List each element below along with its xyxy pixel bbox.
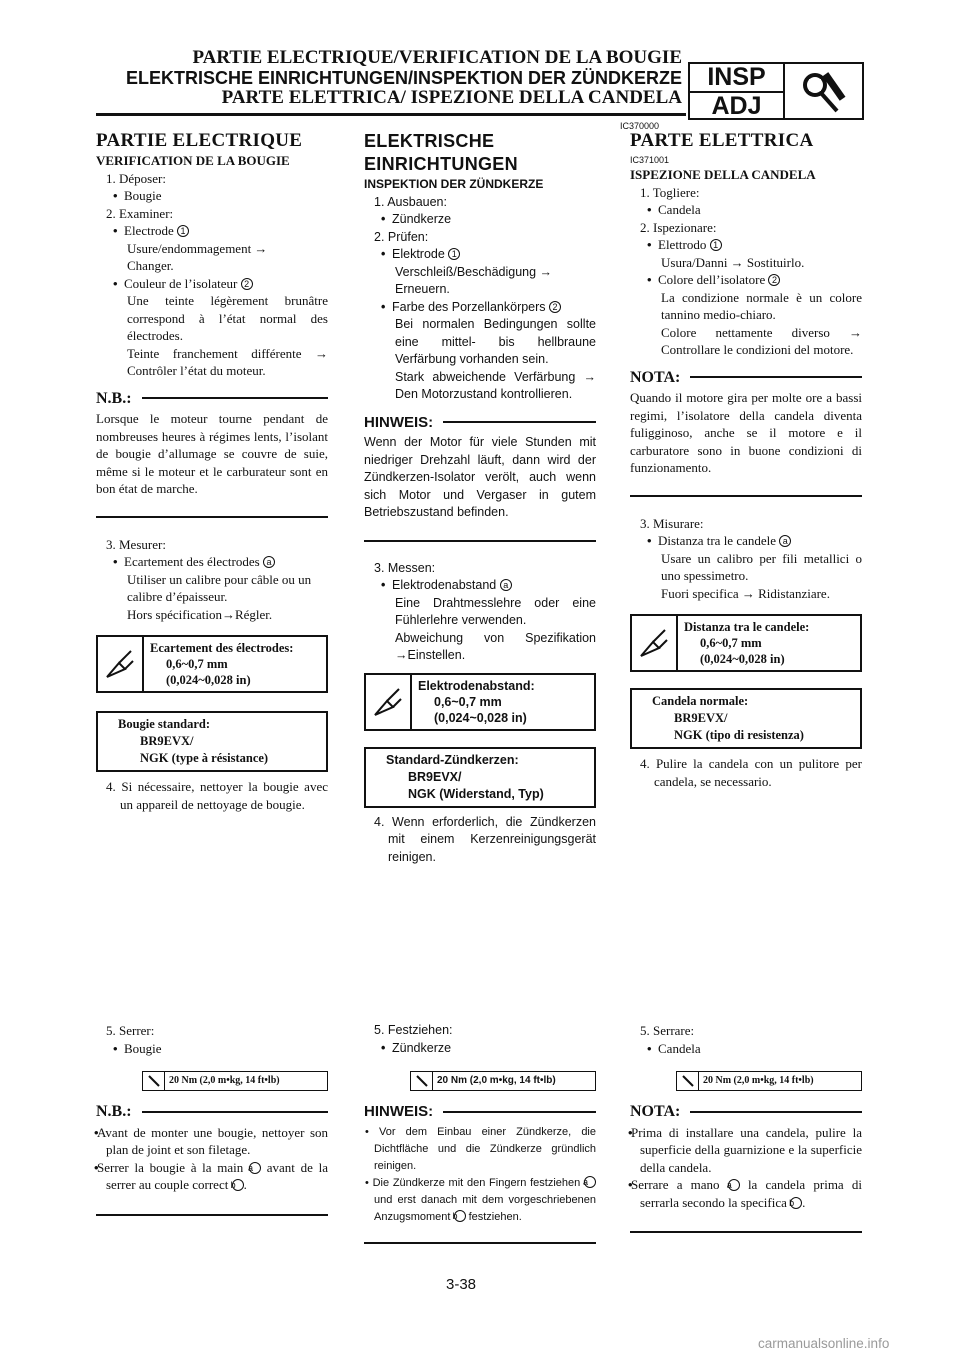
heading-fr: PARTIE ELECTRIQUE	[96, 130, 303, 151]
note-bullet: • Avant de monter une bougie, nettoyer son plan de joint et son filetage.	[96, 1124, 328, 1159]
note-text: Wenn der Motor für viele Stunden mit niedriger Drehzahl läuft, dann wird der Zündkerzen-Isolator verölt, auch wenn sich Motor und Vergaser in gutem Betriebszustand befinden.	[364, 435, 596, 519]
standard-plug-box: Candela normale: BR9EVX/ NGK (tipo di resistenza)	[630, 688, 862, 749]
insp-adj-badge	[688, 62, 864, 120]
step-3: 3. Misurare:	[640, 515, 704, 531]
torque-wrench-icon	[143, 1072, 165, 1090]
heading-de-1: ELEKTRISCHE	[364, 131, 495, 151]
caliper-icon	[632, 616, 678, 670]
text: Utiliser un calibre pour câble ou un calibre d’épaisseur.	[127, 571, 312, 604]
step-2: 2. Examiner:	[106, 205, 174, 221]
header-rule	[96, 113, 686, 116]
wrench-screwdriver-icon	[785, 64, 862, 118]
step-4: 4. Wenn erforderlich, die Zündkerzen mit einem Kerzenreinigungsgerät reinigen.	[374, 814, 596, 864]
bullet: • Candela	[640, 1040, 862, 1058]
note-bullet: • Serrer la bougie à la main a avant de la serrer au couple correct b .	[96, 1159, 328, 1194]
text: Teinte franchement différente → Contrôler l’état du moteur.	[127, 345, 328, 378]
bullet: • Bougie	[106, 1040, 328, 1058]
bullet: • Electrode 1	[106, 222, 328, 240]
text: Usare un calibro per fili metallici o uno spessimetro.	[661, 550, 862, 583]
page-header-titles	[126, 48, 682, 108]
divider	[364, 1242, 596, 1244]
italian-tighten-section	[630, 1022, 862, 1233]
french-tighten-section	[96, 1022, 328, 1216]
bullet: • Elektrodenabstand a	[374, 577, 596, 595]
text: Bei normalen Bedingungen sollte eine mittel- bis hellbraune Verfärbung vorhanden sein.	[395, 317, 596, 366]
torque-box: 20 Nm (2,0 m•kg, 14 ft•lb)	[676, 1071, 862, 1091]
bullet: • Candela	[640, 201, 862, 219]
page-number: 3-38	[446, 1276, 477, 1293]
text: Eine Drahtmesslehre oder eine Fühlerlehre verwenden.	[395, 595, 596, 627]
section-code: IC371001	[630, 155, 670, 165]
note-text: Lorsque le moteur tourne pendant de nombreuses heures à régimes lents, l’isolant de bougie d’allumage se couvre de suie, même si le moteur et le carburateur sont en bon état de marche.	[96, 411, 328, 496]
header-title-it: PARTE ELETTRICA/ ISPEZIONE DELLA CANDELA	[221, 87, 682, 108]
spec-box: Elektrodenabstand: 0,6~0,7 mm (0,024~0,028 in)	[364, 673, 596, 731]
bullet: • Zündkerze	[374, 211, 596, 229]
note-bullet: • Serrare a mano a la candela prima di serrarla secondo la specifica b .	[630, 1176, 862, 1211]
header-title-fr: PARTIE ELECTRIQUE/VERIFICATION DE LA BOUGIE	[192, 47, 682, 68]
step-5: 5. Serrare:	[640, 1023, 695, 1038]
text: La condizione normale è un colore tannino medio-chiaro.	[661, 289, 862, 322]
column-italian	[630, 130, 862, 790]
caliper-icon	[366, 675, 412, 729]
bullet: • Distanza tra le candele a	[640, 532, 862, 550]
spec-box: Ecartement des électrodes: 0,6~0,7 mm (0,024~0,028 in)	[96, 635, 328, 693]
bullet: • Elettrodo 1	[640, 236, 862, 254]
text: Changer.	[127, 258, 174, 273]
torque-wrench-icon	[411, 1072, 433, 1090]
spec-box: Distanza tra le candele: 0,6~0,7 mm (0,024~0,028 in)	[630, 614, 862, 672]
subheading-de: INSPEKTION DER ZÜNDKERZE	[364, 177, 544, 191]
text: Verschleiß/Beschädigung →	[395, 264, 553, 279]
bullet: • Ecartement des électrodes a	[106, 553, 328, 571]
text: Hors spécification→Régler.	[127, 606, 273, 622]
badge-adj: ADJ	[711, 92, 762, 120]
text: Fuori specifica → Ridistanziare.	[661, 585, 830, 601]
heading-it: PARTE ELETTRICA	[630, 130, 814, 151]
note-heading: N.B.:	[96, 1103, 328, 1121]
step-1: 1. Togliere:	[640, 184, 700, 200]
watermark: carmanualsonline.info	[758, 1336, 890, 1351]
note-heading: HINWEIS:	[364, 414, 596, 432]
bullet: • Farbe des Porzellankörpers 2	[374, 299, 596, 317]
note-text: Quando il motore gira per molte ore a bassi regimi, l’isolatore della candela diventa fuligginoso, anche se il motore e il carburatore sono in buone condizioni di funzionamento.	[630, 390, 862, 475]
text: Erneuern.	[395, 282, 450, 296]
step-3: 3. Messen:	[374, 560, 436, 575]
note-heading: NOTA:	[630, 1103, 862, 1121]
note-heading: N.B.:	[96, 390, 328, 408]
caliper-icon	[98, 637, 144, 691]
step-2: 2. Ispezionare:	[640, 219, 717, 235]
step-3: 3. Mesurer:	[106, 536, 166, 552]
text: Usure/endommagement →	[127, 240, 268, 256]
standard-plug-box: Bougie standard: BR9EVX/ NGK (type à résistance)	[96, 711, 328, 772]
step-4: 4. Pulire la candela con un pulitore per candela, se necessario.	[640, 756, 862, 789]
column-french	[96, 130, 328, 813]
text: Abweichung von Spezifikation →Einstellen.	[395, 630, 596, 662]
bullet: • Colore dell’isolatore 2	[640, 271, 862, 289]
note-bullet: • Die Zündkerze mit den Fingern festziehen a und erst danach mit dem vorgeschriebenen Anzugsmoment b festziehen.	[365, 1176, 596, 1223]
text: Usura/Danni → Sostituirlo.	[661, 254, 805, 270]
column-german	[364, 130, 596, 866]
subheading-fr: VERIFICATION DE LA BOUGIE	[96, 153, 290, 168]
bullet: • Elektrode 1	[374, 246, 596, 264]
step-5: 5. Festziehen:	[374, 1023, 453, 1037]
torque-box: 20 Nm (2,0 m•kg, 14 ft•lb)	[410, 1071, 596, 1091]
badge-insp: INSP	[690, 64, 783, 93]
step-1: 1. Ausbauen:	[374, 194, 447, 209]
text: Stark abweichende Verfärbung → Den Motorzustand kontrollieren.	[395, 369, 596, 401]
step-4: 4. Si nécessaire, nettoyer la bougie avec un appareil de nettoyage de bougie.	[106, 779, 328, 812]
note-bullet: • Vor dem Einbau einer Zündkerze, die Dichtfläche und die Zündkerze gründlich reinigen.	[365, 1125, 596, 1172]
section-code: IC370000	[620, 121, 660, 131]
standard-plug-box: Standard-Zündkerzen: BR9EVX/ NGK (Widerstand, Typ)	[364, 747, 596, 808]
step-5: 5. Serrer:	[106, 1023, 155, 1038]
bullet: • Zündkerze	[374, 1040, 596, 1058]
subheading-it: ISPEZIONE DELLA CANDELA	[630, 167, 816, 182]
divider	[96, 1214, 328, 1216]
step-1: 1. Déposer:	[106, 170, 166, 186]
note-bullet: • Prima di installare una candela, pulire la superficie della guarnizione e la superficie della candela.	[630, 1124, 862, 1177]
torque-box: 20 Nm (2,0 m•kg, 14 ft•lb)	[142, 1071, 328, 1091]
german-tighten-section	[364, 1022, 596, 1244]
note-heading: HINWEIS:	[364, 1103, 596, 1121]
bullet: • Couleur de l’isolateur 2	[106, 275, 328, 293]
step-2: 2. Prüfen:	[374, 229, 429, 244]
note-heading: NOTA:	[630, 369, 862, 387]
text: Colore nettamente diverso → Controllare le condizioni del motore.	[661, 324, 862, 357]
divider	[630, 1231, 862, 1233]
heading-de-2: EINRICHTUNGEN	[364, 154, 518, 174]
header-title-de: ELEKTRISCHE EINRICHTUNGEN/INSPEKTION DER ZÜNDKERZE	[125, 68, 682, 88]
text: Une teinte légèrement brunâtre correspond à l’état normal des électrodes.	[127, 293, 328, 343]
torque-wrench-icon	[677, 1072, 699, 1090]
bullet: • Bougie	[106, 187, 328, 205]
